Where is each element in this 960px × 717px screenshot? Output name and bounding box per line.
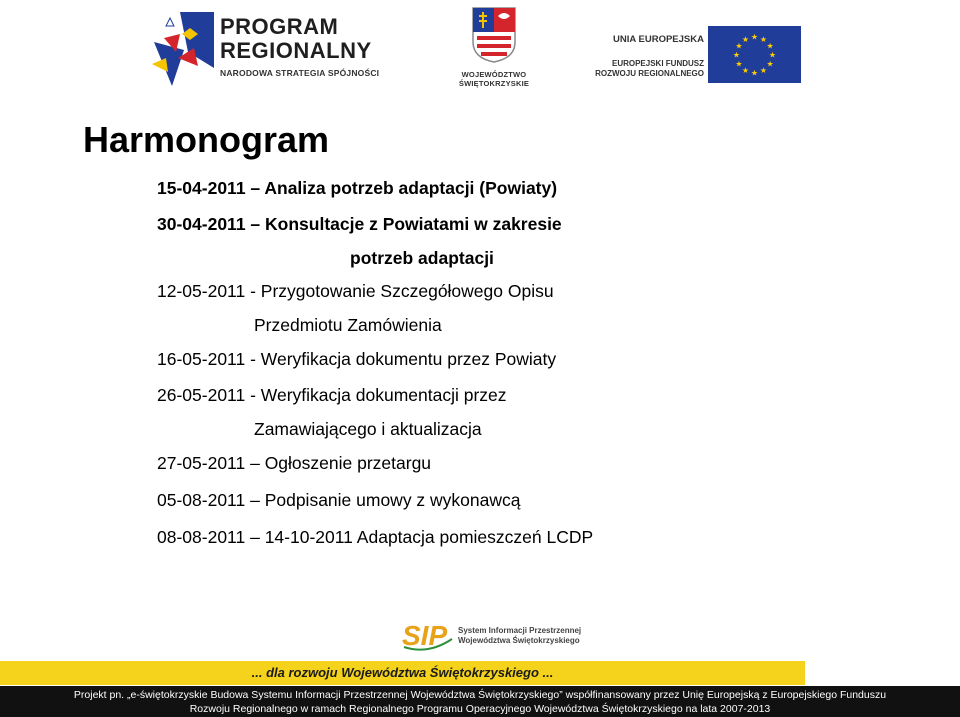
eu-star-icon: ★ <box>741 34 750 44</box>
entry-continuation: Przedmiotu Zamówienia <box>254 315 442 335</box>
sip-letters: SIP <box>402 620 448 651</box>
page-title: Harmonogram <box>83 119 330 160</box>
eu-star-icon: ★ <box>735 41 743 51</box>
entry-text: Analiza potrzeb adaptacji (Powiaty) <box>264 178 558 198</box>
voivodeship-logo-line2: ŚWIĘTOKRZYSKIE <box>458 78 530 88</box>
entry-text: Weryfikacja dokumentacji przez <box>260 385 507 405</box>
schedule-entry <box>157 482 593 519</box>
entry-continuation: Zamawiającego i aktualizacja <box>254 419 482 439</box>
schedule-entry <box>157 274 593 341</box>
entry-separator: - <box>245 349 261 369</box>
entry-separator: - <box>245 281 261 301</box>
program-logo-line3: NARODOWA STRATEGIA SPÓJNOŚCI <box>220 68 380 78</box>
eu-star-icon: ★ <box>741 66 750 76</box>
eu-logo <box>596 26 816 86</box>
entry-date: 12-05-2011 <box>157 281 246 301</box>
eu-flag-icon <box>708 26 801 83</box>
entry-text: Przygotowanie Szczegółowego Opisu <box>260 281 554 301</box>
eu-star-icon: ★ <box>735 59 743 69</box>
schedule-entry <box>157 519 593 556</box>
eu-logo-line2: EUROPEJSKI FUNDUSZ <box>611 59 704 68</box>
schedule-entry <box>157 170 593 207</box>
entry-date: 15-04-2011 <box>157 178 246 198</box>
schedule-entry <box>157 378 593 445</box>
voivodeship-logo-line1: WOJEWÓDZTWO <box>461 70 527 79</box>
eu-star-icon: ★ <box>766 41 774 51</box>
sip-logo-line2: Województwa Świętokrzyskiego <box>458 635 580 645</box>
program-logo-line1: PROGRAM <box>220 14 339 39</box>
voivodeship-logo <box>452 6 536 92</box>
slogan-text: ... dla rozwoju Województwa Świętokrzyskiego ... <box>251 665 554 680</box>
eu-star-icon: ★ <box>759 66 768 76</box>
entry-date: 08-08-2011 <box>157 527 246 547</box>
entry-separator: – <box>245 490 265 510</box>
eu-logo-line3: ROZWOJU REGIONALNEGO <box>595 68 704 78</box>
entry-date: 05-08-2011 <box>157 490 246 510</box>
entry-date: 16-05-2011 <box>157 349 246 369</box>
entry-separator: – <box>245 178 265 198</box>
sip-emblem-icon <box>400 617 456 653</box>
entry-separator: – <box>245 453 265 473</box>
coat-of-arms-icon <box>471 6 517 64</box>
sip-logo-line1: System Informacji Przestrzennej <box>458 626 582 635</box>
entry-text: Weryfikacja dokumentu przez Powiaty <box>260 349 557 369</box>
entry-date: 26-05-2011 <box>157 385 246 405</box>
slogan-bar <box>0 661 805 685</box>
schedule-entry <box>157 341 593 378</box>
program-regionalny-logo <box>150 8 410 92</box>
eu-star-icon: ★ <box>750 32 759 42</box>
entry-date: 30-04-2011 <box>157 214 246 234</box>
footer-line1: Projekt pn. „e-świętokrzyskie Budowa Systemu Informacji Przestrzennej Województwa Świętokrzyskiego” współfinansowany przez Unię Europejską z Europejskiego Funduszu <box>73 689 887 701</box>
eu-logo-line1: UNIA EUROPEJSKA <box>613 34 704 45</box>
footer-bar <box>0 686 960 717</box>
schedule-list <box>157 170 593 556</box>
entry-date: 27-05-2011 <box>157 453 246 473</box>
eu-star-icon: ★ <box>750 68 759 78</box>
entry-separator: - <box>245 385 261 405</box>
schedule-entry <box>157 207 593 274</box>
schedule-entry <box>157 445 593 482</box>
sip-logo <box>400 617 600 657</box>
eu-star-icon: ★ <box>768 50 777 60</box>
eu-star-icon: ★ <box>766 59 774 69</box>
entry-continuation: potrzeb adaptacji <box>350 248 494 268</box>
entry-separator: – <box>245 527 265 547</box>
program-regionalny-emblem-icon <box>150 8 218 92</box>
footer-line2: Rozwoju Regionalnego w ramach Regionalnego Programu Operacyjnego Województwa Świętokrzyskiego na lata 2007-2013 <box>189 703 771 715</box>
entry-text: 14-10-2011 Adaptacja pomieszczeń LCDP <box>264 527 594 547</box>
entry-text: Konsultacje z Powiatami w zakresie <box>265 214 562 234</box>
eu-star-icon: ★ <box>732 50 741 60</box>
entry-text: Podpisanie umowy z wykonawcą <box>264 490 521 510</box>
entry-separator: – <box>245 214 266 234</box>
eu-logo-fund <box>595 59 704 78</box>
entry-text: Ogłoszenie przetargu <box>264 453 432 473</box>
eu-star-icon: ★ <box>759 34 768 44</box>
program-logo-line2: REGIONALNY <box>220 38 372 63</box>
